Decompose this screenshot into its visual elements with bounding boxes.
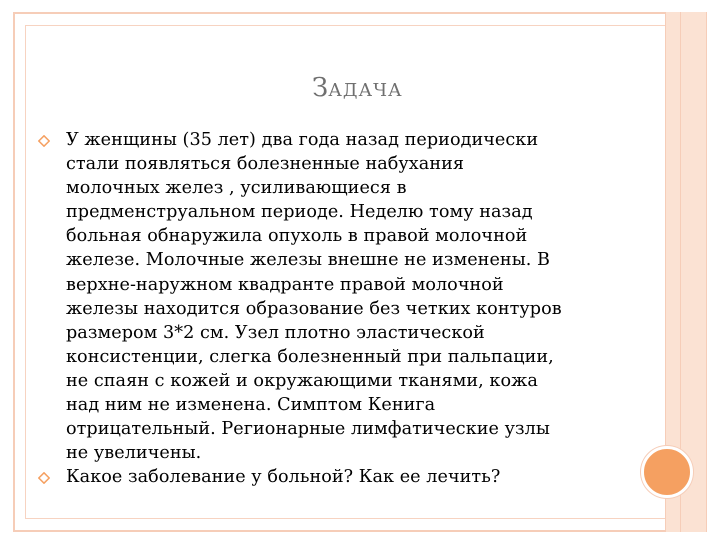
bullet-line: железе. Молочные железы внешне не изменены. В bbox=[66, 250, 551, 271]
bullet-line: стали появляться болезненные набухания bbox=[66, 154, 465, 175]
bullet-line: железы находится образование без четких контуров bbox=[66, 298, 562, 319]
slide-title-initial: З bbox=[312, 73, 329, 103]
bullet-line: отрицательный. Регионарные лимфатические узлы bbox=[66, 419, 550, 440]
bullet-line: верхне-наружном квадранте правой молочной bbox=[66, 274, 504, 295]
bullet-line: больная обнаружила опухоль в правой молочной bbox=[66, 226, 528, 247]
bullet-item-task bbox=[38, 128, 638, 465]
bullet-line: над ним не изменена. Симптом Кенига bbox=[66, 395, 436, 416]
bullet-line: У женщины (35 лет) два года назад периодически bbox=[66, 130, 539, 150]
diamond-outline-icon bbox=[38, 472, 50, 484]
slide-title bbox=[312, 73, 403, 103]
bullet-line: не увеличены. bbox=[66, 443, 202, 464]
diamond-outline-icon bbox=[38, 135, 50, 147]
accent-circle bbox=[641, 446, 693, 498]
bullet-line: предменструальном периоде. Неделю тому назад bbox=[66, 202, 533, 223]
bullet-line: не спаян с кожей и окружающими тканями, кожа bbox=[66, 370, 538, 391]
bullet-line: молочных желез , усиливающиеся в bbox=[66, 178, 407, 199]
bullet-line: консистенции, слегка болезненный при пальпации, bbox=[66, 346, 554, 367]
bullet-line: Какое заболевание у больной? Как ее лечить? bbox=[66, 467, 501, 488]
bullet-item-question bbox=[38, 465, 638, 489]
slide-title-rest: АДАЧА bbox=[328, 80, 403, 101]
slide-body bbox=[38, 128, 638, 489]
bullet-line: размером 3*2 см. Узел плотно эластической bbox=[66, 322, 485, 343]
